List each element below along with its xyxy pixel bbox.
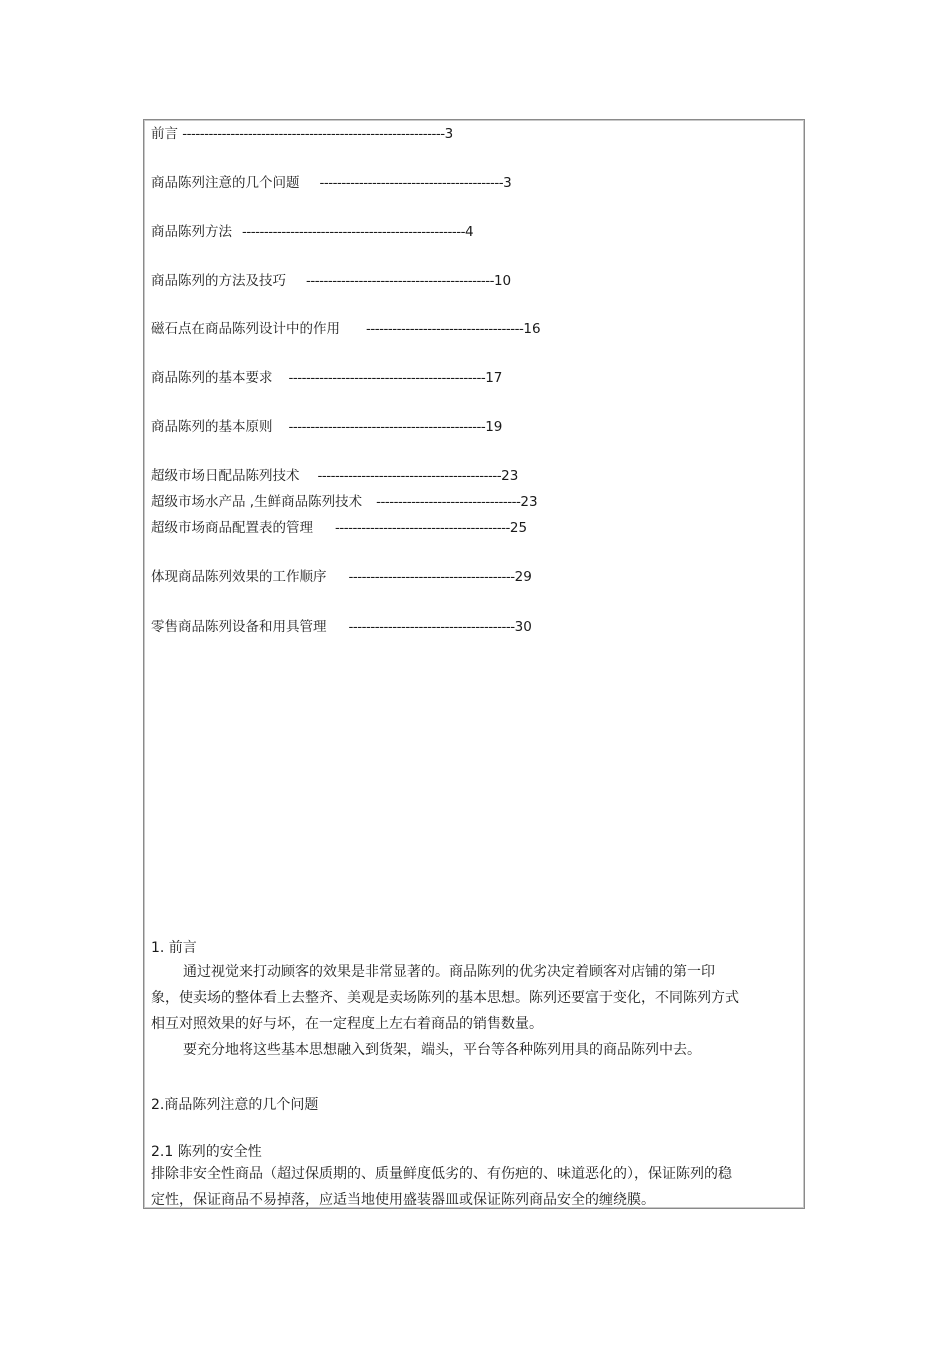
section-1-heading: 1. 前言	[151, 940, 197, 956]
section-2-1-heading: 2.1 陈列的安全性	[151, 1144, 262, 1160]
toc-entry-3[interactable]: 商品陈列方法 ---------------------------------------------------4	[151, 224, 474, 240]
toc-entry-8[interactable]: 超级市场日配品陈列技术 ------------------------------------------23	[151, 468, 519, 484]
toc-entry-5[interactable]: 磁石点在商品陈列设计中的作用 ------------------------------------16	[151, 321, 541, 337]
section-2-1-text: 排除非安全性商品（超过保质期的、质量鲜度低劣的、有伤疤的、味道恶化的），保证陈列的稳定性，保证商品不易掉落，应适当地使用盛装器皿或保证陈列商品安全的缠绕膜。	[151, 1166, 732, 1208]
section-1-paragraph-2: 要充分地将这些基本思想融入到货架，端头，平台等各种陈列用具的商品陈列中去。	[183, 1042, 701, 1058]
toc-entry-9[interactable]: 超级市场水产品 ,生鲜商品陈列技术 ---------------------------------23	[151, 494, 538, 510]
toc-entry-2[interactable]: 商品陈列注意的几个问题 ------------------------------------------3	[151, 175, 512, 191]
toc-entry-12[interactable]: 零售商品陈列设备和用具管理 --------------------------------------30	[151, 619, 532, 635]
toc-entry-7[interactable]: 商品陈列的基本原则 ---------------------------------------------19	[151, 419, 503, 435]
section-2-heading: 2.商品陈列注意的几个问题	[151, 1097, 319, 1113]
toc-entry-6[interactable]: 商品陈列的基本要求 ---------------------------------------------17	[151, 370, 503, 386]
toc-entry-4[interactable]: 商品陈列的方法及技巧 -------------------------------------------10	[151, 273, 512, 289]
section-1-body	[151, 959, 741, 1063]
toc-entry-11[interactable]: 体现商品陈列效果的工作顺序 --------------------------------------29	[151, 569, 532, 585]
toc-entry-1[interactable]: 前言 ------------------------------------------------------------3	[151, 126, 454, 142]
section-1-paragraph-1: 通过视觉来打动顾客的效果是非常显著的。商品陈列的优劣决定着顾客对店铺的第一印象，使卖场的整体看上去整齐、美观是卖场陈列的基本思想。陈列还要富于变化，不同陈列方式相互对照效果的好与坏，在一定程度上左右着商品的销售数量。	[151, 964, 739, 1032]
toc-entry-10[interactable]: 超级市场商品配置表的管理 ----------------------------------------25	[151, 520, 528, 536]
